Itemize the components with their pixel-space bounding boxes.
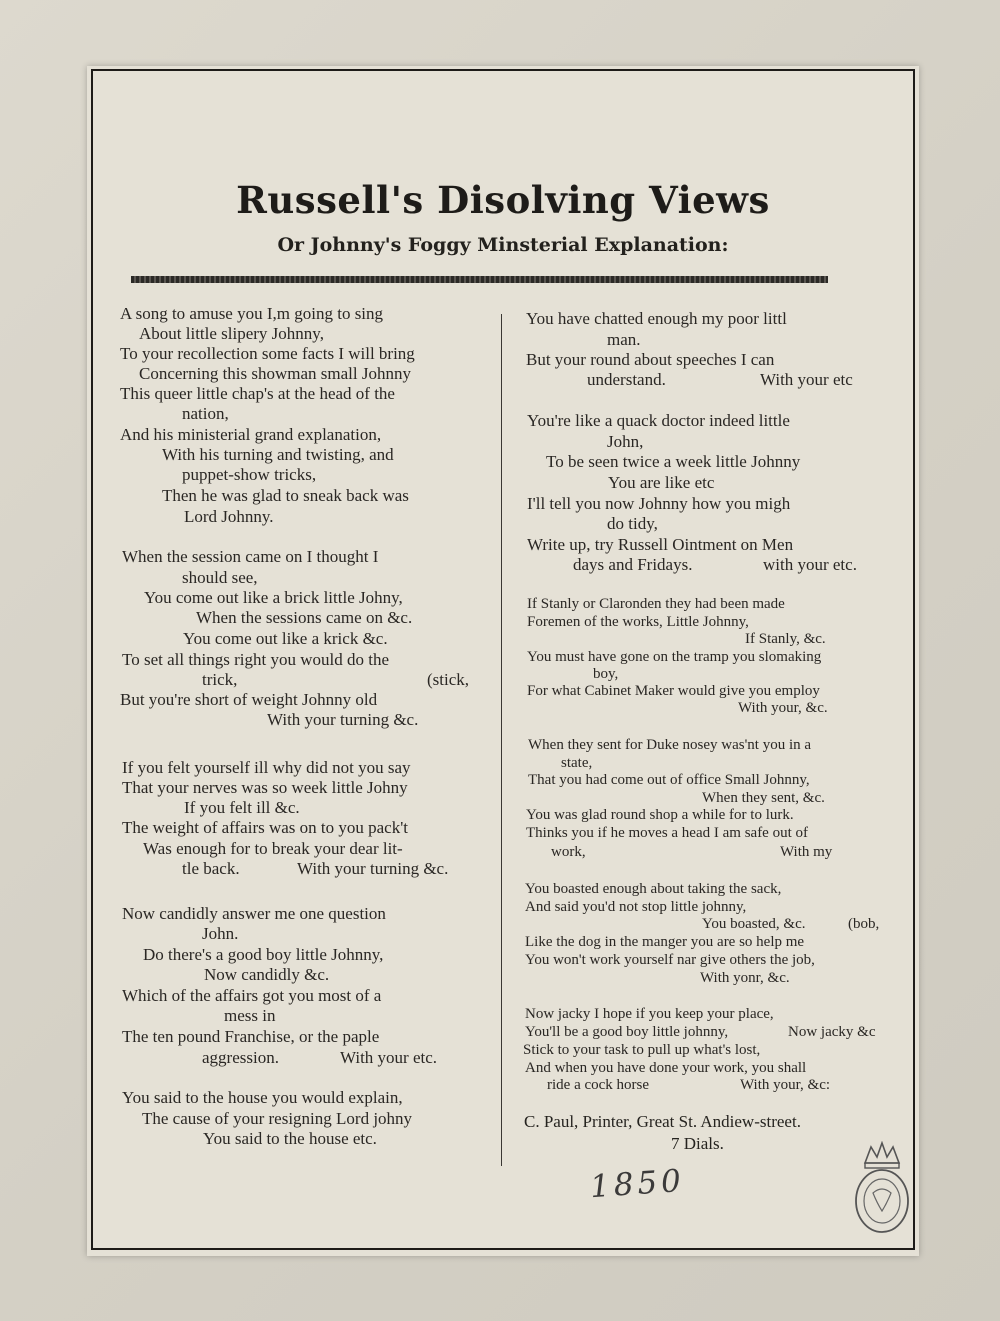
verse-line: With your turning &c. [267, 710, 419, 729]
verse-line: If Stanly, &c. [745, 631, 826, 647]
verse-line: puppet-show tricks, [182, 465, 317, 484]
verse-line: Lord Johnny. [184, 507, 274, 526]
verse-line: Foremen of the works, Little Johnny, [527, 614, 749, 630]
library-seal-icon [851, 1141, 913, 1237]
verse-line: To your recollection some facts I will bring [120, 344, 415, 363]
verse-line: With your, &c. [738, 700, 828, 716]
verse-line: If you felt ill &c. [184, 798, 300, 817]
verse-line: That your nerves was so week little Johny [122, 778, 408, 797]
verse-line: And his ministerial grand explanation, [120, 425, 382, 444]
page-title: Russell's Disolving Views [236, 178, 770, 222]
verse-line: With his turning and twisting, and [162, 445, 394, 464]
verse-line: Now candidly answer me one question [122, 904, 386, 923]
verse-line: (stick, [427, 670, 470, 689]
verse-line: Thinks you if he moves a head I am safe out of [526, 825, 809, 841]
verse-line: With yonr, &c. [700, 970, 790, 986]
verse-line: For what Cabinet Maker would give you employ [527, 683, 820, 699]
verse-line: John, [607, 432, 644, 451]
verse-line: When they sent for Duke nosey was'nt you in a [528, 737, 812, 753]
verse-line: work, [551, 844, 586, 860]
verse-line: I'll tell you now Johnny how you migh [527, 494, 791, 513]
verse-line: With my [780, 844, 833, 860]
verse-line: You have chatted enough my poor littl [526, 309, 787, 328]
page-subtitle: Or Johnny's Foggy Minsterial Explanation: [277, 234, 729, 256]
verse-line: The cause of your resigning Lord johny [142, 1109, 413, 1128]
verse-line: When the session came on I thought I [122, 547, 379, 566]
verse-line: You come out like a krick &c. [183, 629, 388, 648]
printer-imprint: C. Paul, Printer, Great St. Andiew-street. [524, 1112, 801, 1131]
verse-line: With your turning &c. [297, 859, 449, 878]
verse-line: If you felt yourself ill why did not you say [122, 758, 411, 777]
verse-line: mess in [224, 1006, 276, 1025]
verse-line: You said to the house etc. [203, 1129, 377, 1148]
verse-line: You'll be a good boy little johnny, [525, 1024, 729, 1040]
verse-line: man. [607, 330, 641, 349]
verse-line: You was glad round shop a while for to lurk. [526, 807, 794, 823]
verse-line: When they sent, &c. [702, 790, 825, 806]
verse-line: A song to amuse you I,m going to sing [120, 304, 384, 323]
verse-line: You won't work yourself nar give others the job, [525, 952, 815, 968]
verse-line: aggression. [202, 1048, 279, 1067]
broadside-sheet [87, 66, 919, 1256]
verse-line: nation, [182, 404, 229, 423]
verse-line: To set all things right you would do the [122, 650, 390, 669]
verse-line: The weight of affairs was on to you pack't [122, 818, 409, 837]
verse-line: That you had come out of office Small Johnny, [528, 772, 810, 788]
verse-line: Now jacky &c [788, 1024, 876, 1040]
verse-line: Do there's a good boy little Johnny, [143, 945, 384, 964]
verse-line: trick, [202, 670, 238, 689]
verse-line: You must have gone on the tramp you slomaking [527, 649, 822, 665]
verse-line: Now candidly &c. [204, 965, 330, 984]
verse-line: You're like a quack doctor indeed little [527, 411, 790, 430]
verse-line: ride a cock horse [547, 1077, 650, 1093]
verse-line: Now jacky I hope if you keep your place, [525, 1006, 774, 1022]
verse-line: You come out like a brick little Johny, [144, 588, 403, 607]
verse-line: should see, [182, 568, 258, 587]
verse-line: To be seen twice a week little Johnny [546, 452, 801, 471]
verse-line: But you're short of weight Johnny old [120, 690, 378, 709]
verse-line: With your, &c: [740, 1077, 831, 1093]
verse-line: You boasted enough about taking the sack, [525, 881, 782, 897]
verse-line: Which of the affairs got you most of a [122, 986, 382, 1005]
verse-line: And when you have done your work, you shall [525, 1060, 807, 1076]
verse-line: The ten pound Franchise, or the paple [122, 1027, 380, 1046]
verse-line: boy, [593, 666, 619, 682]
verse-line: You boasted, &c. [702, 916, 806, 932]
verse-line: With your etc [760, 370, 853, 389]
verse-line: understand. [587, 370, 666, 389]
verse-line: Stick to your task to pull up what's lost, [523, 1042, 761, 1058]
verse-line: You said to the house you would explain, [122, 1088, 403, 1107]
title-rule [131, 276, 828, 283]
verse-line: If Stanly or Claronden they had been made [527, 596, 785, 612]
verse-line: With your etc. [340, 1048, 438, 1067]
verse-line: Like the dog in the manger you are so help me [525, 934, 805, 950]
printer-address: 7 Dials. [671, 1134, 724, 1153]
verse-line: days and Fridays. [573, 555, 693, 574]
verse-line: And said you'd not stop little johnny, [525, 899, 747, 915]
verse-line: You are like etc [608, 473, 715, 492]
verse-line: John. [202, 924, 239, 943]
column-divider [501, 314, 502, 1166]
verse-line: But your round about speeches I can [526, 350, 775, 369]
verse-line: Was enough for to break your dear lit- [143, 839, 403, 858]
verse-line: When the sessions came on &c. [196, 608, 413, 627]
verse-line: Concerning this showman small Johnny [139, 364, 411, 383]
handwritten-date: 1850 [588, 1162, 687, 1206]
verse-line: (bob, [848, 916, 880, 932]
verse-line: Then he was glad to sneak back was [162, 486, 409, 505]
verse-line: This queer little chap's at the head of the [120, 384, 395, 403]
verse-line: About little slipery Johnny, [139, 324, 324, 343]
verse-line: Write up, try Russell Ointment on Men [527, 535, 794, 554]
verse-line: tle back. [182, 859, 240, 878]
verse-line: with your etc. [763, 555, 857, 574]
verse-line: do tidy, [607, 514, 658, 533]
verse-line: state, [561, 755, 593, 771]
